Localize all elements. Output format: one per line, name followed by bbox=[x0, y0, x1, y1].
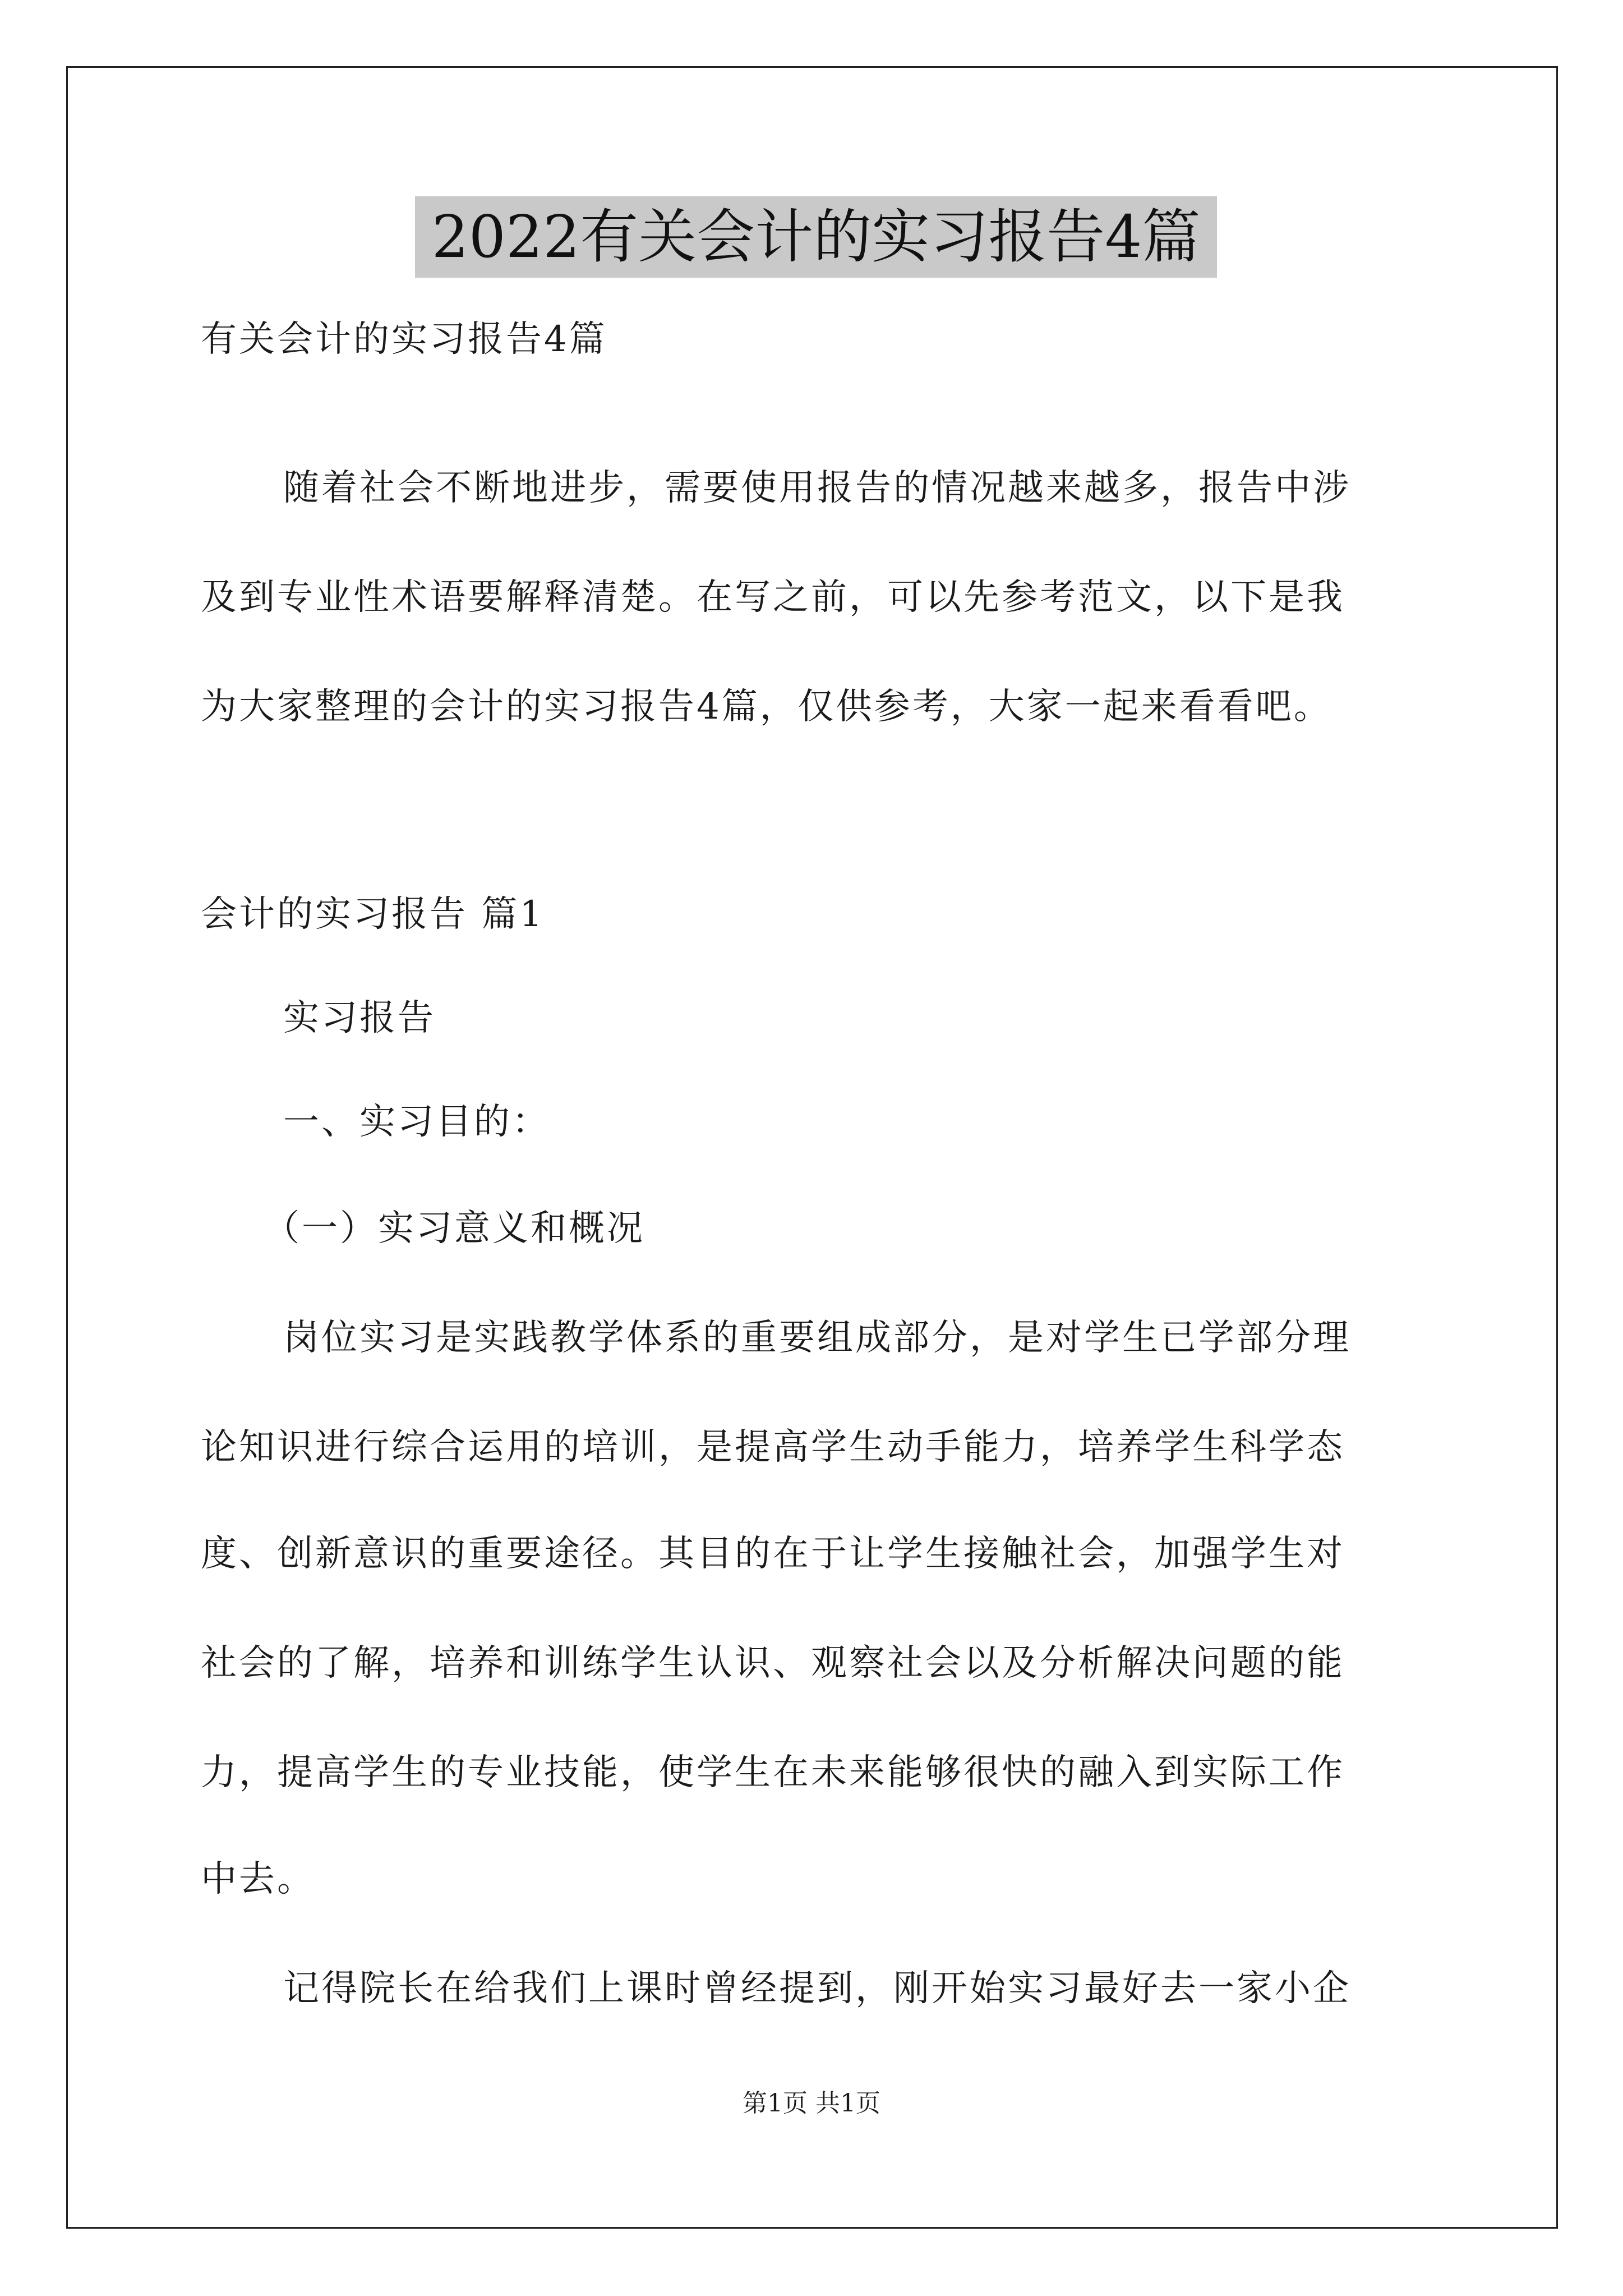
body-line: 力，提高学生的专业技能，使学生在未来能够很快的融入到实际工作 bbox=[201, 1752, 1345, 1793]
body-line: 论知识进行综合运用的培训，是提高学生动手能力，培养学生科学态 bbox=[201, 1427, 1345, 1468]
body-line: 中去。 bbox=[201, 1858, 315, 1900]
document-subtitle: 有关会计的实习报告4篇 bbox=[201, 319, 607, 360]
body-line: 记得院长在给我们上课时曾经提到，刚开始实习最好去一家小企 bbox=[283, 1968, 1351, 2009]
section-heading: 会计的实习报告 篇1 bbox=[201, 894, 545, 935]
sub-heading: （一）实习意义和概况 bbox=[264, 1208, 645, 1249]
page-footer: 第1页 共1页 bbox=[743, 2089, 880, 2118]
intro-line: 为大家整理的会计的实习报告4篇，仅供参考，大家一起来看看吧。 bbox=[201, 686, 1332, 728]
document-title: 2022有关会计的实习报告4篇 bbox=[415, 196, 1217, 278]
body-line: 岗位实习是实践教学体系的重要组成部分，是对学生已学部分理 bbox=[283, 1317, 1351, 1359]
purpose-heading: 一、实习目的： bbox=[283, 1101, 550, 1143]
intro-line: 及到专业性术语要解释清楚。在写之前，可以先参考范文，以下是我 bbox=[201, 577, 1345, 618]
body-line: 社会的了解，培养和训练学生认识、观察社会以及分析解决问题的能 bbox=[201, 1642, 1345, 1684]
body-line: 度、创新意识的重要途径。其目的在于让学生接触社会，加强学生对 bbox=[201, 1533, 1345, 1575]
intro-line: 随着社会不断地进步，需要使用报告的情况越来越多，报告中涉 bbox=[283, 467, 1351, 509]
page-border bbox=[66, 66, 1558, 2229]
report-label: 实习报告 bbox=[283, 997, 436, 1039]
